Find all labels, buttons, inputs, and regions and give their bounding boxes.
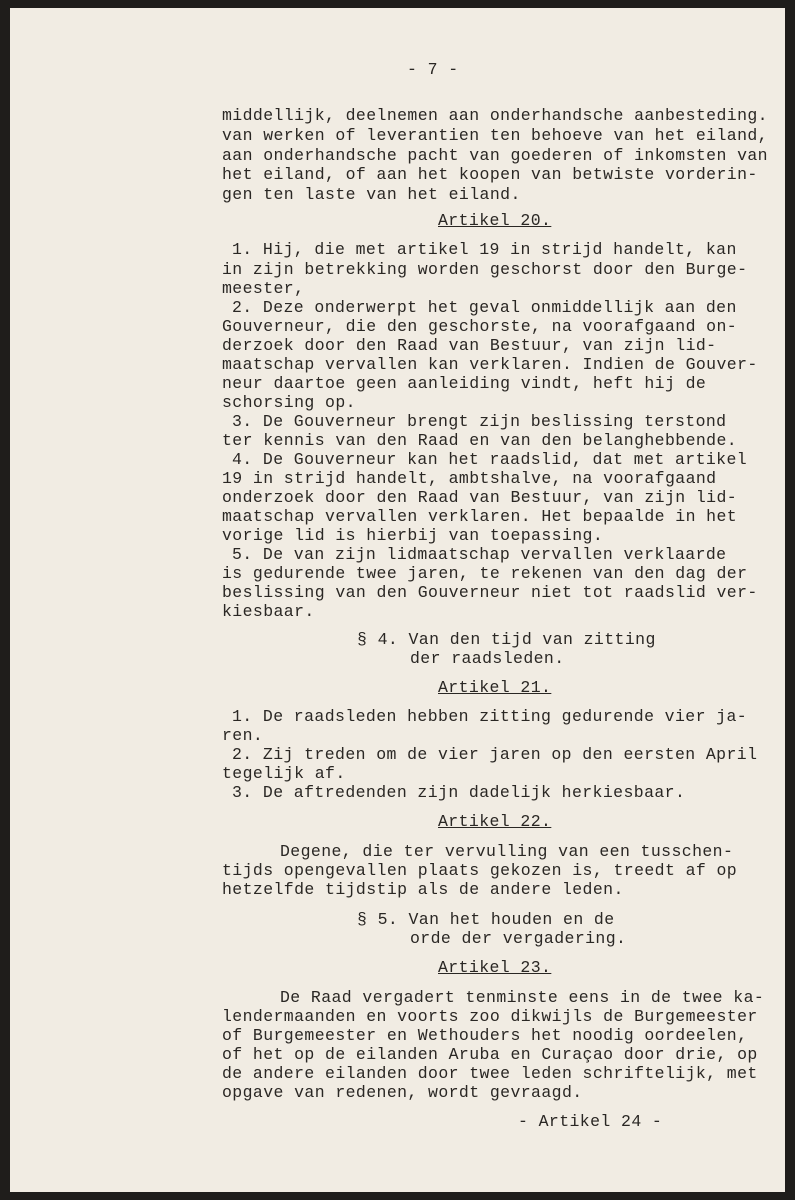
intro-line: het eiland, of aan het koopen van betwiste vorderin- bbox=[222, 165, 758, 184]
intro-line: middellijk, deelnemen aan onderhandsche aanbesteding. bbox=[222, 106, 768, 125]
artikel-20-line: 19 in strijd handelt, ambtshalve, na voorafgaand bbox=[222, 469, 717, 488]
artikel-20-line: ter kennis van den Raad en van den belanghebbende. bbox=[222, 431, 738, 450]
section-5-title: § 5. Van het houden en de bbox=[357, 910, 615, 929]
artikel-21-line: ren. bbox=[222, 726, 264, 745]
artikel-21-line: 1. De raadsleden hebben zitting gedurende vier ja- bbox=[232, 707, 748, 726]
artikel-21-line: 3. De aftredenden zijn dadelijk herkiesbaar. bbox=[232, 783, 686, 802]
artikel-23-line: lendermaanden en voorts zoo dikwijls de Burgemeester bbox=[222, 1007, 758, 1026]
artikel-20-line: beslissing van den Gouverneur niet tot raadslid ver- bbox=[222, 583, 758, 602]
page-number: - 7 - bbox=[407, 60, 459, 79]
artikel-20-line: is gedurende twee jaren, te rekenen van den dag der bbox=[222, 564, 748, 583]
artikel-20-line: 2. Deze onderwerpt het geval onmiddellijk aan den bbox=[232, 298, 737, 317]
section-4-title: der raadsleden. bbox=[410, 649, 565, 668]
artikel-22-line: hetzelfde tijdstip als de andere leden. bbox=[222, 880, 624, 899]
intro-line: gen ten laste van het eiland. bbox=[222, 185, 521, 204]
artikel-22-line: tijds opengevallen plaats gekozen is, treedt af op bbox=[222, 861, 738, 880]
artikel-20-line: neur daartoe geen aanleiding vindt, heft hij de bbox=[222, 374, 707, 393]
artikel-20-line: 3. De Gouverneur brengt zijn beslissing terstond bbox=[232, 412, 727, 431]
artikel-23-heading: Artikel 23. bbox=[438, 958, 552, 977]
artikel-22-heading: Artikel 22. bbox=[438, 812, 552, 831]
artikel-20-line: schorsing op. bbox=[222, 393, 356, 412]
artikel-20-line: derzoek door den Raad van Bestuur, van zijn lid- bbox=[222, 336, 717, 355]
section-5-title: orde der vergadering. bbox=[410, 929, 627, 948]
artikel-20-line: maatschap vervallen verklaren. Het bepaalde in het bbox=[222, 507, 738, 526]
artikel-23-line: de andere eilanden door twee leden schriftelijk, met bbox=[222, 1064, 758, 1083]
document-page bbox=[10, 8, 785, 1192]
section-4-title: § 4. Van den tijd van zitting bbox=[357, 630, 656, 649]
artikel-20-line: kiesbaar. bbox=[222, 602, 315, 621]
artikel-20-line: onderzoek door den Raad van Bestuur, van zijn lid- bbox=[222, 488, 738, 507]
artikel-23-line: opgave van redenen, wordt gevraagd. bbox=[222, 1083, 583, 1102]
artikel-20-heading: Artikel 20. bbox=[438, 211, 552, 230]
artikel-23-line: De Raad vergadert tenminste eens in de twee ka- bbox=[280, 988, 765, 1007]
artikel-23-line: of het op de eilanden Aruba en Curaçao door drie, op bbox=[222, 1045, 758, 1064]
artikel-21-heading: Artikel 21. bbox=[438, 678, 552, 697]
artikel-22-line: Degene, die ter vervulling van een tusschen- bbox=[280, 842, 734, 861]
intro-line: van werken of leverantien ten behoeve van het eiland, bbox=[222, 126, 768, 145]
artikel-20-line: vorige lid is hierbij van toepassing. bbox=[222, 526, 604, 545]
artikel-20-line: 5. De van zijn lidmaatschap vervallen verklaarde bbox=[232, 545, 727, 564]
artikel-21-line: 2. Zij treden om de vier jaren op den eersten April bbox=[232, 745, 758, 764]
artikel-20-line: in zijn betrekking worden geschorst door den Burge- bbox=[222, 260, 748, 279]
artikel-20-line: 4. De Gouverneur kan het raadslid, dat met artikel bbox=[232, 450, 748, 469]
artikel-23-line: of Burgemeester en Wethouders het noodig oordeelen, bbox=[222, 1026, 748, 1045]
artikel-21-line: tegelijk af. bbox=[222, 764, 346, 783]
artikel-20-line: Gouverneur, die den geschorste, na voorafgaand on- bbox=[222, 317, 738, 336]
artikel-20-line: 1. Hij, die met artikel 19 in strijd handelt, kan bbox=[232, 240, 737, 259]
artikel-20-line: maatschap vervallen kan verklaren. Indien de Gouver- bbox=[222, 355, 758, 374]
artikel-20-line: meester, bbox=[222, 279, 305, 298]
page-footer-catchword: - Artikel 24 - bbox=[518, 1112, 663, 1131]
intro-line: aan onderhandsche pacht van goederen of inkomsten van bbox=[222, 146, 768, 165]
